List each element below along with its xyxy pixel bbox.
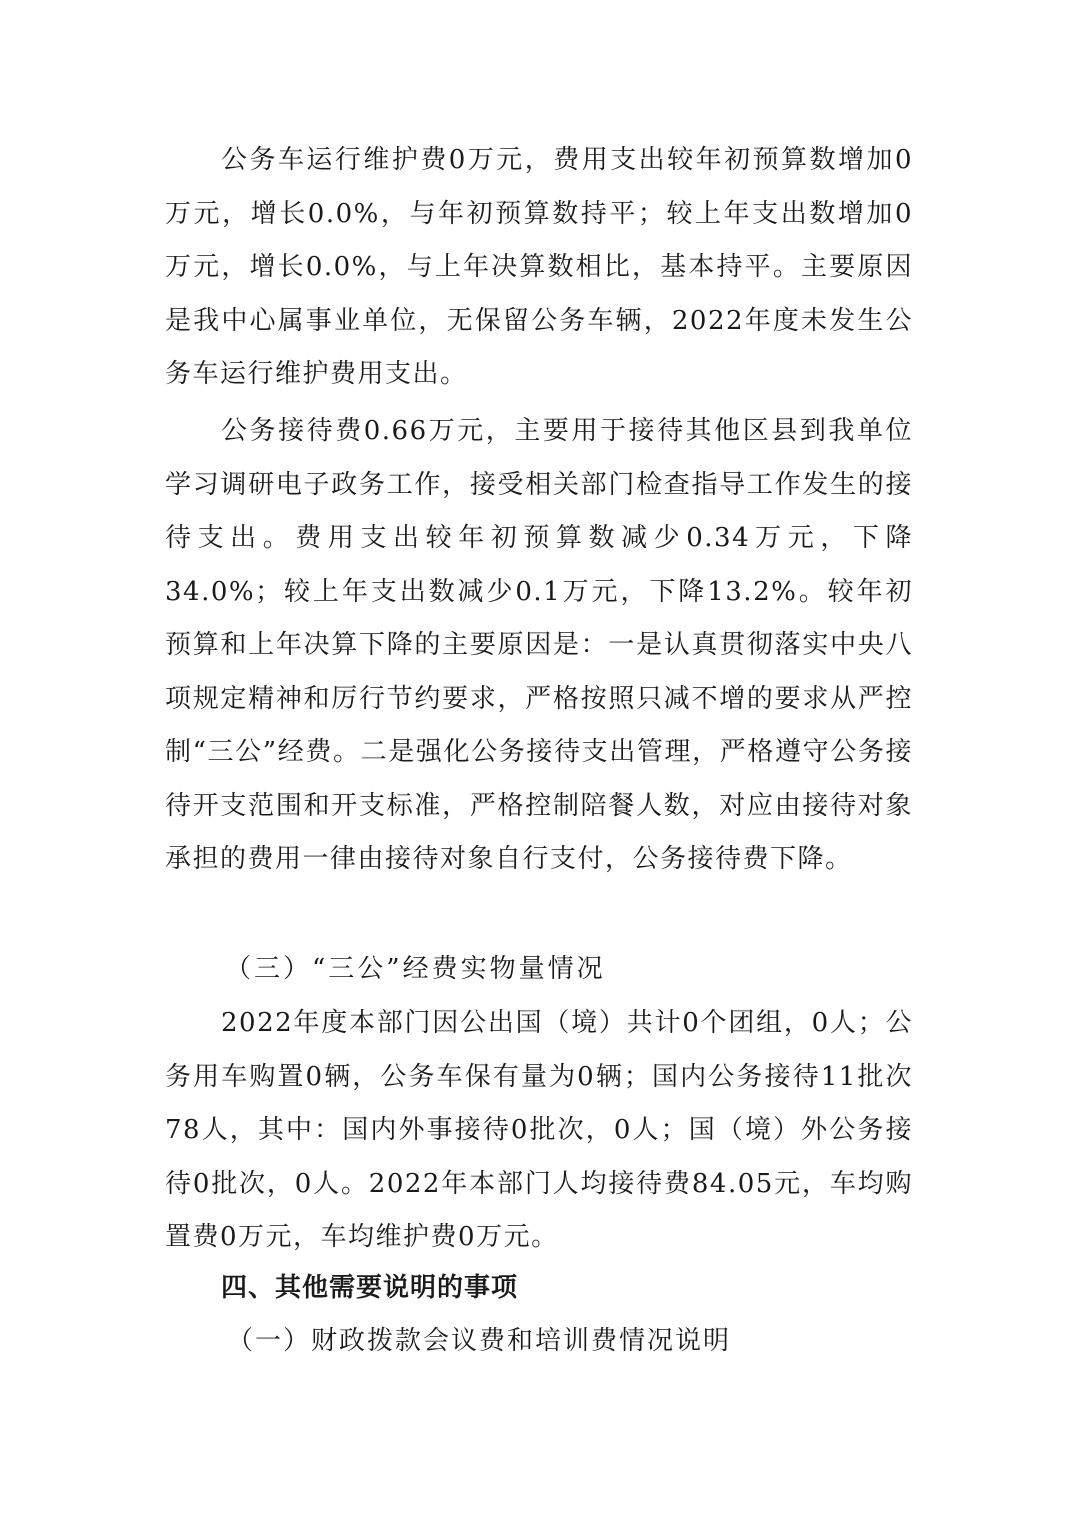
section-heading-physical-quantity: （三）“三公”经费实物量情况 [225, 954, 606, 984]
paragraph-vehicle-maintenance: 公务车运行维护费0万元，费用支出较年初预算数增加0万元，增长0.0%，与年初预算数持平；较上年支出数增加0万元，增长0.0%，与上年决算数相比，基本持平。主要原因是我中心属事业单位，无保留公务车辆，2022年度未发生公务车运行维护费用支出。 [165, 145, 913, 389]
section-heading-other-matters: 四、其他需要说明的事项 [221, 1273, 519, 1303]
paragraph-reception-expenses: 公务接待费0.66万元，主要用于接待其他区县到我单位学习调研电子政务工作，接受相关部门检查指导工作发生的接待支出。费用支出较年初预算数减少0.34万元，下降34.0%；较上年支出数减少0.1万元，下降13.2%。较年初预算和上年决算下降的主要原因是：一是认真贯彻落实中央八项规定精神和厉行节约要求，严格按照只减不增的要求从严控制“三公”经费。二是强化公务接待支出管理，严格遵守公务接待开支范围和开支标准，严格控制陪餐人数，对应由接待对象承担的费用一律由接待对象自行支付，公务接待费下降。 [165, 416, 913, 874]
subsection-heading-meeting-training: （一）财政拨款会议费和培训费情况说明 [227, 1326, 732, 1356]
paragraph-physical-quantity: 2022年度本部门因公出国（境）共计0个团组，0人；公务用车购置0辆，公务车保有量为0辆；国内公务接待11批次78人，其中：国内外事接待0批次，0人；国（境）外公务接待0批次，0人。2022年本部门人均接待费84.05元，车均购置费0万元，车均维护费0万元。 [165, 1008, 913, 1252]
